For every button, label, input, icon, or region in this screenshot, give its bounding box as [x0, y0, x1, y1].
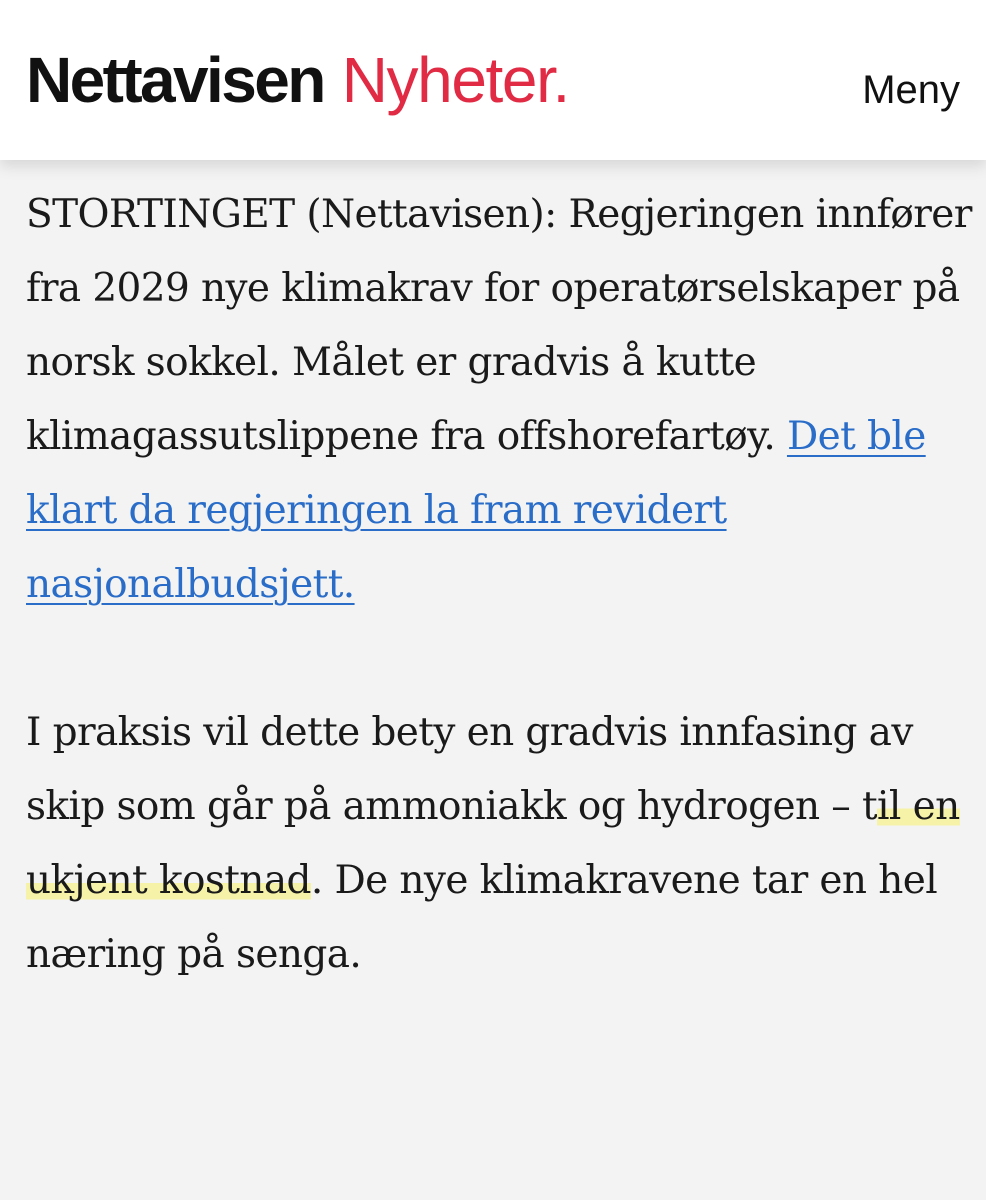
paragraph-text: . De nye klimakravene tar en hel næring på senga.	[26, 858, 938, 977]
logo-brand-accent: Nyheter.	[341, 44, 569, 116]
logo-brand-main: Nettavisen	[26, 44, 324, 116]
site-header	[0, 0, 986, 160]
paragraph-text: I praksis vil dette bety en gradvis innfasing av skip som går på ammoniakk og hydrogen – t	[26, 710, 913, 829]
article-body	[26, 178, 976, 992]
menu-button[interactable]: Meny	[862, 68, 960, 112]
paragraph-text: STORTINGET (Nettavisen): Regjeringen innfører fra 2029 nye klimakrav for operatørselskaper på norsk sokkel. Målet er gradvis å kutte klimagassutslippene fra offshorefartøy.	[26, 192, 972, 459]
article-paragraph	[26, 178, 976, 622]
article-paragraph	[26, 696, 976, 992]
budget-link[interactable]: Det ble klart da regjeringen la fram revidert nasjonalbudsjett.	[26, 414, 926, 607]
highlighted-text: il en ukjent kostnad	[26, 784, 960, 903]
site-logo[interactable]	[26, 40, 569, 120]
